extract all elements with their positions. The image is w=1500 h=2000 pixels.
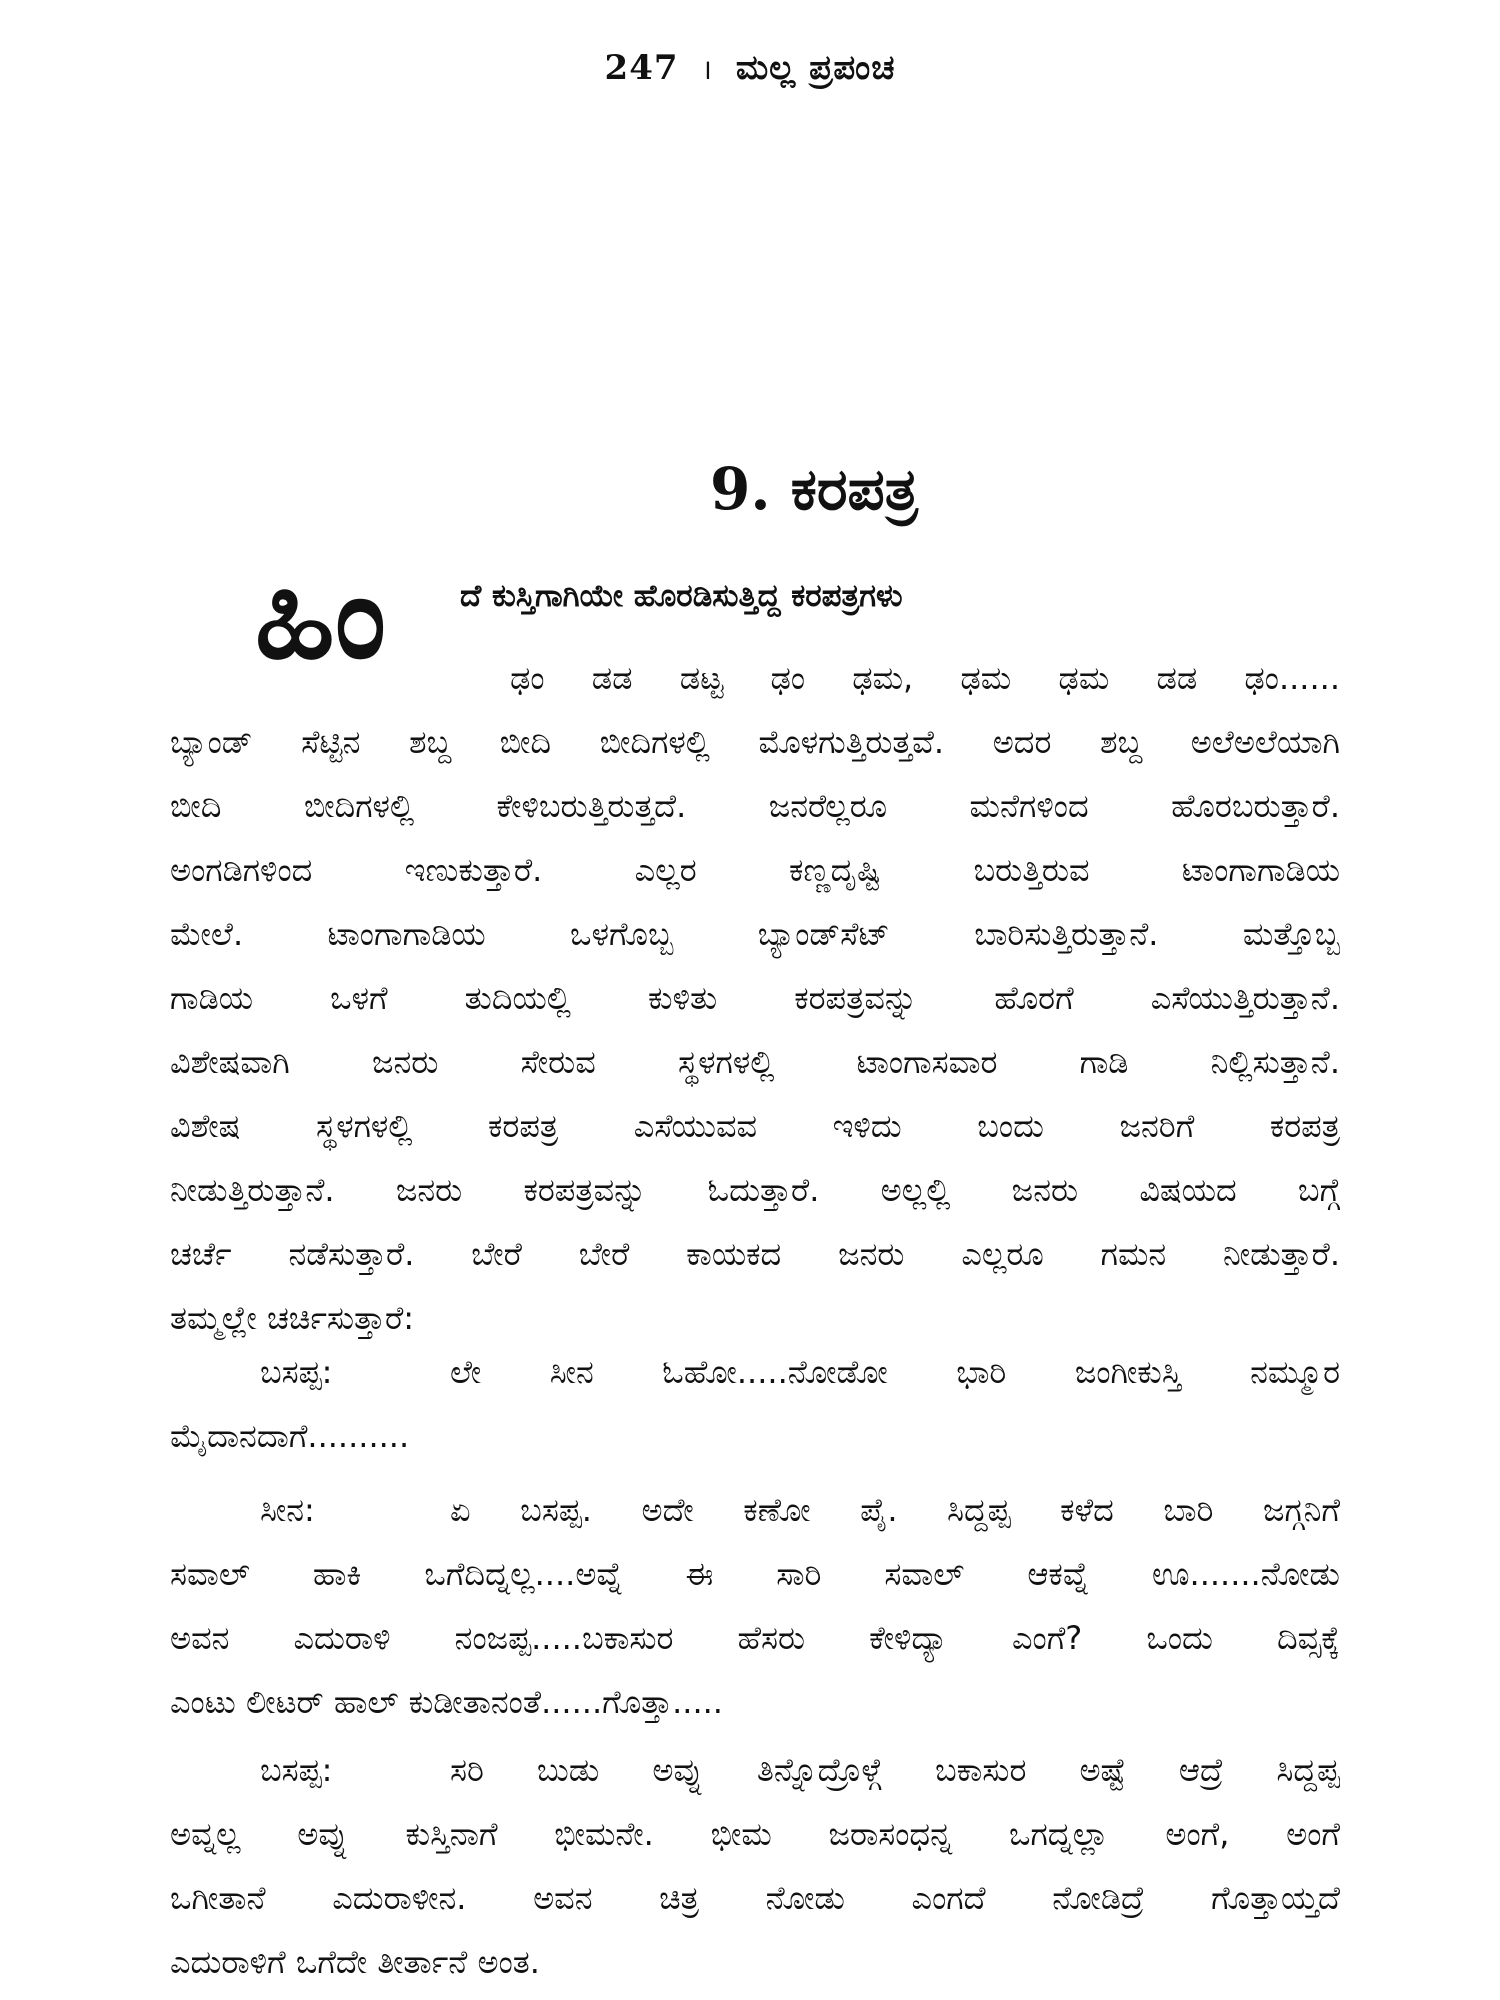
dialogue-line: ಸವಾಲ್ ಹಾಕಿ ಒಗೆದಿದ್ನಲ್ಲ....ಅವ್ನೆ ಈ ಸಾರಿ ಸವಾಲ್ ಆಕವ್ನೆ ಊ.......ನೋಡು [170,1555,1340,1593]
text-line: ನೀಡುತ್ತಿರುತ್ತಾನೆ. ಜನರು ಕರಪತ್ರವನ್ನು ಓದುತ್ತಾರೆ. ಅಲ್ಲಲ್ಲಿ ಜನರು ವಿಷಯದ ಬಗ್ಗೆ [170,1171,1340,1209]
dialogue-line: ಮೈದಾನದಾಗೆ.......... [170,1417,410,1455]
text-line: ಅಂಗಡಿಗಳಿಂದ ಇಣುಕುತ್ತಾರೆ. ಎಲ್ಲರ ಕಣ್ಣದೃಷ್ಟಿ ಬರುತ್ತಿರುವ ಟಾಂಗಾಗಾಡಿಯ [170,851,1340,889]
speaker-name: ಬಸಪ್ಪ: [260,1353,333,1391]
book-title: ಮಲ್ಲ ಪ್ರಪಂಚ [735,48,896,88]
chapter-subtitle: ದೆ ಕುಸ್ತಿಗಾಗಿಯೇ ಹೊರಡಿಸುತ್ತಿದ್ದ ಕರಪತ್ರಗಳು [460,578,903,614]
dialogue-block [170,1478,1340,1734]
dialogue-line: ಎಂಟು ಲೀಟರ್ ಹಾಲ್ ಕುಡೀತಾನಂತೆ......ಗೊತ್ತಾ..... [170,1683,723,1721]
running-header [0,48,1500,88]
text-line: ಮೇಲೆ. ಟಾಂಗಾಗಾಡಿಯ ಒಳಗೊಬ್ಬ ಬ್ಯಾಂಡ್‌ಸೆಟ್ ಬಾರಿಸುತ್ತಿರುತ್ತಾನೆ. ಮತ್ತೊಬ್ಬ [170,915,1340,953]
dialogue-block [170,1340,1340,1468]
text-line: ಬೀದಿ ಬೀದಿಗಳಲ್ಲಿ ಕೇಳಿಬರುತ್ತಿರುತ್ತದೆ. ಜನರೆಲ್ಲರೂ ಮನೆಗಳಿಂದ ಹೊರಬರುತ್ತಾರೆ. [170,787,1340,825]
header-separator: । [701,53,713,86]
drop-cap: ಹಿಂ [255,550,387,685]
chapter-number: 9. [710,455,771,523]
page-number: 247 [604,48,679,88]
dialogue-line: ಅವನ ಎದುರಾಳಿ ನಂಜಪ್ಪ.....ಬಕಾಸುರ ಹೆಸರು ಕೇಳಿದ್ಯಾ ಎಂಗೆ? ಒಂದು ದಿವ್ಸಕ್ಕೆ [170,1619,1340,1657]
dialogue-line: ಸರಿ ಬುಡು ಅವ್ನು ತಿನ್ನೊದ್ರೊಳ್ಗೆ ಬಕಾಸುರ ಅಷ್ಟೆ ಆದ್ರೆ ಸಿದ್ದಪ್ಪ [450,1751,1340,1789]
dialogue-line: ಲೇ ಸೀನ ಓಹೋ.....ನೋಡೋ ಭಾರಿ ಜಂಗೀಕುಸ್ತಿ ನಮ್ಮೂರ [450,1353,1340,1391]
text-line: ವಿಶೇಷ ಸ್ಥಳಗಳಲ್ಲಿ ಕರಪತ್ರ ಎಸೆಯುವವ ಇಳಿದು ಬಂದು ಜನರಿಗೆ ಕರಪತ್ರ [170,1107,1340,1145]
dialogue-line: ಎದುರಾಳಿಗೆ ಒಗೆದೇ ತೀರ್ತಾನೆ ಅಂತ. [170,1943,540,1981]
text-line: ಢಂ ಡಡ ಡಟ್ಟ ಢಂ ಢಮ, ಢಮ ಢಮ ಡಡ ಢಂ...... [510,659,1340,697]
text-line: ಚರ್ಚೆ ನಡೆಸುತ್ತಾರೆ. ಬೇರೆ ಬೇರೆ ಕಾಯಕದ ಜನರು ಎಲ್ಲರೂ ಗಮನ ನೀಡುತ್ತಾರೆ. [170,1235,1340,1273]
text-line: ಬ್ಯಾಂಡ್ ಸೆಟ್ಟಿನ ಶಬ್ದ ಬೀದಿ ಬೀದಿಗಳಲ್ಲಿ ಮೊಳಗುತ್ತಿರುತ್ತವೆ. ಅದರ ಶಬ್ದ ಅಲೆಅಲೆಯಾಗಿ [170,723,1340,761]
chapter-heading [710,455,918,524]
chapter-title: ಕರಪತ್ರ [790,455,918,523]
dialogue-block [170,1738,1340,1994]
dialogue-line: ಏ ಬಸಪ್ಪ. ಅದೇ ಕಣೋ ಪೈ. ಸಿದ್ದಪ್ಪ ಕಳೆದ ಬಾರಿ ಜಗ್ಗನಿಗೆ [450,1491,1340,1529]
speaker-name: ಸೀನ: [260,1491,315,1529]
dialogue-line: ಅವ್ನಲ್ಲ ಅವ್ನು ಕುಸ್ತಿನಾಗೆ ಭೀಮನೇ. ಭೀಮ ಜರಾಸಂಧನ್ನ ಒಗದ್ನಲ್ಲಾ ಅಂಗೆ, ಅಂಗೆ [170,1815,1340,1853]
text-line: ವಿಶೇಷವಾಗಿ ಜನರು ಸೇರುವ ಸ್ಥಳಗಳಲ್ಲಿ ಟಾಂಗಾಸವಾರ ಗಾಡಿ ನಿಲ್ಲಿಸುತ್ತಾನೆ. [170,1043,1340,1081]
text-line: ತಮ್ಮಲ್ಲೇ ಚರ್ಚಿಸುತ್ತಾರೆ: [170,1299,415,1337]
dialogue-line: ಒಗೀತಾನೆ ಎದುರಾಳೀನ. ಅವನ ಚಿತ್ರ ನೋಡು ಎಂಗದೆ ನೋಡಿದ್ರೆ ಗೊತ್ತಾಯ್ತದೆ [170,1879,1340,1917]
text-line: ಗಾಡಿಯ ಒಳಗೆ ತುದಿಯಲ್ಲಿ ಕುಳಿತು ಕರಪತ್ರವನ್ನು ಹೊರಗೆ ಎಸೆಯುತ್ತಿರುತ್ತಾನೆ. [170,979,1340,1017]
intro-paragraph [170,646,1340,1350]
speaker-name: ಬಸಪ್ಪ: [260,1751,333,1789]
